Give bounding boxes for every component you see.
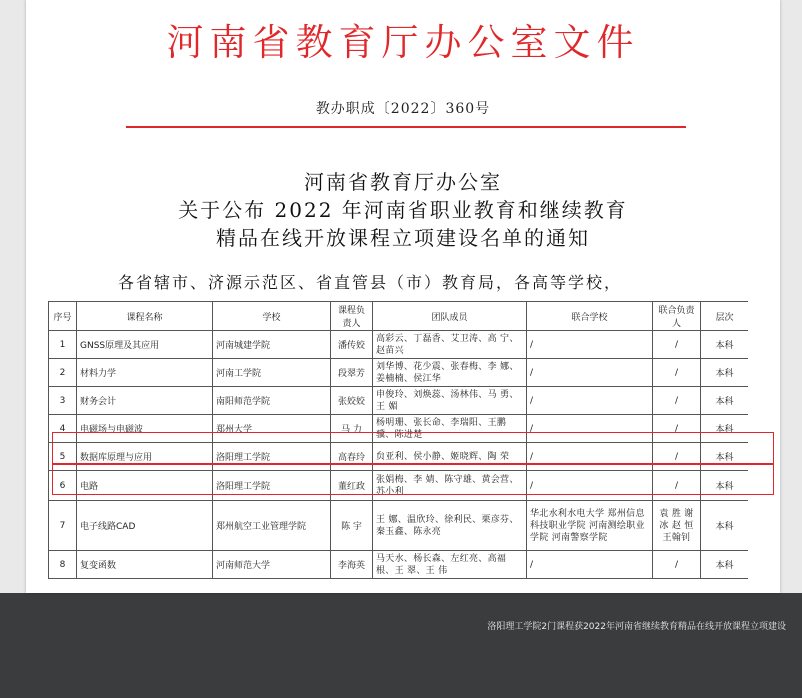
table-row [49, 387, 749, 415]
cell-leader: 董红政 [331, 471, 373, 501]
header-cell: 学校 [213, 302, 331, 331]
cell-leader: 潘传姣 [331, 331, 373, 359]
cell-joint-school: / [527, 331, 653, 359]
cell-course: 材料力学 [77, 359, 213, 387]
cell-level: 本科 [701, 387, 749, 415]
cell-leader: 李海英 [331, 551, 373, 579]
cell-leader: 张姣姣 [331, 387, 373, 415]
cell-joint-school: / [527, 551, 653, 579]
cell-course: 财务会计 [77, 387, 213, 415]
document-number: 教办职成〔2022〕360号 [315, 101, 491, 117]
header-cell: 课程负责人 [331, 302, 373, 331]
cell-level: 本科 [701, 471, 749, 501]
image-caption: 洛阳理工学院2门课程获2022年河南省继续教育精品在线开放课程立项建设 [487, 622, 786, 632]
cell-school: 郑州航空工业管理学院 [213, 501, 331, 551]
cell-level: 本科 [701, 501, 749, 551]
title-line-2: 关于公布 2022 年河南省职业教育和继续教育 [178, 198, 628, 222]
cell-no: 5 [49, 443, 77, 471]
cell-leader: 陈 宇 [331, 501, 373, 551]
cell-joint-school: / [527, 415, 653, 443]
course-table-wrapper [48, 301, 748, 593]
table-row-highlighted [49, 471, 749, 501]
cell-joint-leader: 袁 胜 谢 冰 赵 恒 王翰钊 [653, 501, 701, 551]
cell-school: 河南师范大学 [213, 551, 331, 579]
header-cell: 层次 [701, 302, 749, 331]
cell-team: 申俊玲、刘焕蕊、汤林伟、马 勇、王 媚 [373, 387, 527, 415]
cell-course: 电子线路CAD [77, 501, 213, 551]
cell-level: 本科 [701, 359, 749, 387]
cell-no: 6 [49, 471, 77, 501]
cell-school: 河南工学院 [213, 359, 331, 387]
header-cell: 团队成员 [373, 302, 527, 331]
cell-school: 河南城建学院 [213, 331, 331, 359]
cell-level: 本科 [701, 331, 749, 359]
cell-course: 电磁场与电磁波 [77, 415, 213, 443]
cell-team: 刘华博、花少震、张春梅、李 娜、姜楠楠、侯江华 [373, 359, 527, 387]
cell-course: 数据库原理与应用 [77, 443, 213, 471]
cell-leader: 马 力 [331, 415, 373, 443]
header-cell: 课程名称 [77, 302, 213, 331]
cell-school: 洛阳理工学院 [213, 443, 331, 471]
table-row-highlighted [49, 443, 749, 471]
cell-joint-leader: / [653, 471, 701, 501]
cell-joint-school: 华北水利水电大学 郑州信息科技职业学院 河南测绘职业学院 河南警察学院 [527, 501, 653, 551]
cell-joint-school: / [527, 471, 653, 501]
cell-joint-school: / [527, 443, 653, 471]
cell-course: 电路 [77, 471, 213, 501]
cell-level: 本科 [701, 415, 749, 443]
cell-team: 马天水、杨长森、左红亮、高福根、王 翠、王 伟 [373, 551, 527, 579]
title-line-3: 精品在线开放课程立项建设名单的通知 [216, 226, 590, 250]
cell-joint-leader: / [653, 331, 701, 359]
cell-school: 洛阳理工学院 [213, 471, 331, 501]
cell-team: 杨明珊、张长命、李瑞阳、王鹏骥、陈进楚 [373, 415, 527, 443]
header-cell: 序号 [49, 302, 77, 331]
header-cell: 联合学校 [527, 302, 653, 331]
cell-course: GNSS原理及其应用 [77, 331, 213, 359]
cell-team: 贠亚利、侯小静、姬晓辉、陶 荣 [373, 443, 527, 471]
cell-no: 1 [49, 331, 77, 359]
cell-level: 本科 [701, 443, 749, 471]
header-divider [126, 126, 686, 128]
cell-no: 7 [49, 501, 77, 551]
table-row [49, 359, 749, 387]
cell-no: 4 [49, 415, 77, 443]
cell-joint-school: / [527, 359, 653, 387]
cell-leader: 段翠芳 [331, 359, 373, 387]
cell-joint-school: / [527, 387, 653, 415]
table-row [49, 551, 749, 579]
table-row [49, 415, 749, 443]
cell-team: 王 娜、温欣玲、徐利民、栗彦芬、秦玉鑫、陈永亮 [373, 501, 527, 551]
cell-school: 南阳师范学院 [213, 387, 331, 415]
table-row [49, 501, 749, 551]
cell-level: 本科 [701, 551, 749, 579]
cell-leader: 高春玲 [331, 443, 373, 471]
header-cell: 联合负责人 [653, 302, 701, 331]
cell-joint-leader: / [653, 415, 701, 443]
cell-joint-leader: / [653, 359, 701, 387]
table-header-row [49, 302, 749, 331]
document-header: 河南省教育厅办公室文件 [166, 21, 640, 64]
addressee-line: 各省辖市、济源示范区、省直管县（市）教育局，各高等学校， [118, 273, 623, 292]
cell-no: 2 [49, 359, 77, 387]
cell-no: 3 [49, 387, 77, 415]
cell-team: 张娟梅、李 婧、陈守雄、黄会营、苏小利 [373, 471, 527, 501]
cell-school: 郑州大学 [213, 415, 331, 443]
cell-team: 高彩云、丁磊香、艾卫涛、高 宁、赵苗兴 [373, 331, 527, 359]
cell-no: 8 [49, 551, 77, 579]
cell-joint-leader: / [653, 387, 701, 415]
cell-course: 复变函数 [77, 551, 213, 579]
cell-joint-leader: / [653, 443, 701, 471]
cell-joint-leader: / [653, 551, 701, 579]
course-table [48, 301, 748, 579]
table-row [49, 331, 749, 359]
title-line-1: 河南省教育厅办公室 [304, 170, 502, 194]
